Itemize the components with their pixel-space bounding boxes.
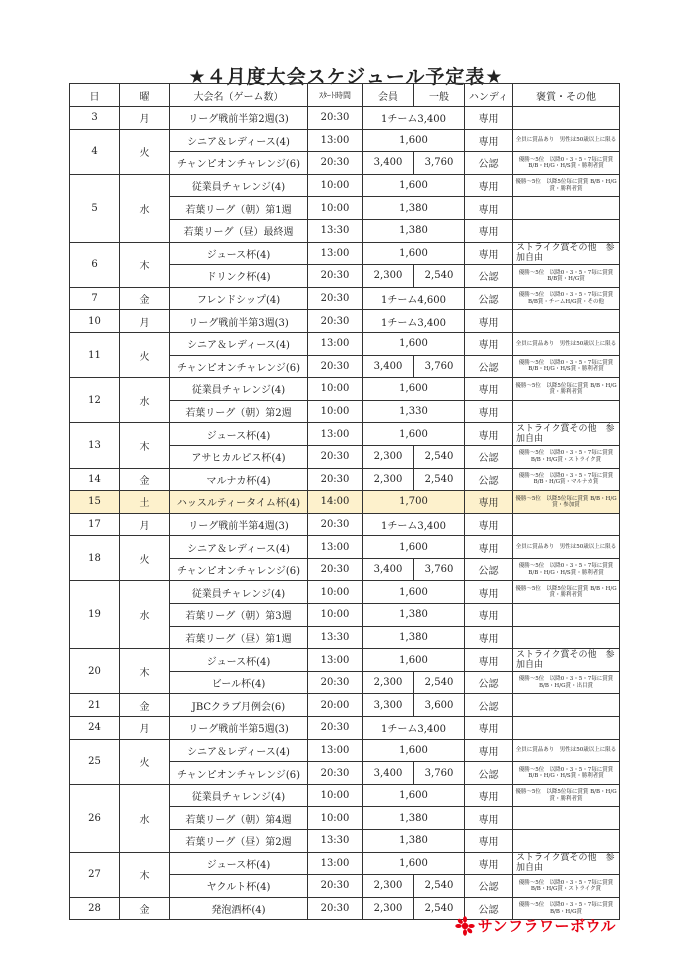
handicap-cell: 専用: [465, 717, 513, 740]
general-fee-cell: 3,760: [414, 558, 465, 581]
handicap-cell: 専用: [465, 197, 513, 220]
header-weekday: 曜: [120, 84, 170, 107]
table-row: [70, 513, 620, 536]
handicap-cell: 専用: [465, 852, 513, 875]
start-time-cell: 20:30: [308, 355, 363, 378]
handicap-cell: 専用: [465, 219, 513, 242]
fee-cell: 1チーム3,400: [363, 310, 465, 333]
start-time-cell: 20:30: [308, 445, 363, 468]
event-name-cell: マルナカ杯(4): [170, 468, 308, 491]
general-fee-cell: 2,540: [414, 468, 465, 491]
day-cell: 3: [70, 107, 120, 130]
day-cell: 13: [70, 423, 120, 468]
prize-cell: 優勝～5位 以降0・3・5・7毎に賞賞 B/B・H/G賞・ストライク賞: [513, 445, 620, 468]
fee-cell: 1,380: [363, 219, 465, 242]
prize-cell: 優勝～5位 以降0・3・5・7毎に賞賞 B/B・H/G・H/S賞・勝利者賞: [513, 558, 620, 581]
start-time-cell: 13:00: [308, 332, 363, 355]
weekday-cell: 水: [120, 784, 170, 852]
start-time-cell: 20:30: [308, 762, 363, 785]
general-fee-cell: 2,540: [414, 671, 465, 694]
table-row: [70, 107, 620, 130]
handicap-cell: 公認: [465, 445, 513, 468]
prize-cell: [513, 310, 620, 333]
day-cell: 25: [70, 739, 120, 784]
handicap-cell: 専用: [465, 310, 513, 333]
day-cell: 24: [70, 717, 120, 740]
weekday-cell: 金: [120, 468, 170, 491]
start-time-cell: 10:00: [308, 174, 363, 197]
table-row: [70, 174, 620, 197]
event-name-cell: リーグ戦前半第5週(3): [170, 717, 308, 740]
weekday-cell: 木: [120, 649, 170, 694]
logo-text: サンフラワーボウル: [477, 917, 616, 935]
prize-cell: ストライク賞その他 参加自由: [513, 242, 620, 265]
handicap-cell: 専用: [465, 807, 513, 830]
prize-cell: 優勝～5位 以降0・3・5・7毎に賞賞 B/B・H/G賞: [513, 897, 620, 920]
event-name-cell: リーグ戦前半第4週(3): [170, 513, 308, 536]
fee-cell: 1,600: [363, 536, 465, 559]
prize-cell: 優勝～5位 以降0・3・5・7毎に賞賞 B/B・H/G・H/S賞・勝利者賞: [513, 762, 620, 785]
table-row: [70, 242, 620, 265]
event-name-cell: チャンピオンチャレンジ(6): [170, 355, 308, 378]
prize-cell: ストライク賞その他 参加自由: [513, 649, 620, 672]
general-fee-cell: 2,540: [414, 897, 465, 920]
header-name: 大会名（ゲーム数）: [170, 84, 308, 107]
member-fee-cell: 3,400: [363, 152, 414, 175]
schedule-body: [70, 107, 620, 920]
start-time-cell: 13:00: [308, 852, 363, 875]
prize-cell: [513, 513, 620, 536]
header-day: 日: [70, 84, 120, 107]
prize-cell: [513, 400, 620, 423]
fee-cell: 1,600: [363, 242, 465, 265]
prize-cell: 優勝～5位 以降0・3・5・7毎に賞賞 B/B・H/G・H/S賞・勝利者賞: [513, 355, 620, 378]
prize-cell: 優勝～5位 以降0・3・5・7毎に賞賞 B/B賞・H/G賞: [513, 265, 620, 288]
handicap-cell: 公認: [465, 558, 513, 581]
handicap-cell: 公認: [465, 265, 513, 288]
handicap-cell: 専用: [465, 536, 513, 559]
general-fee-cell: 2,540: [414, 875, 465, 898]
prize-cell: 優勝～5位 以降5位毎に賞賞 B/B・H/G賞・勝利者賞: [513, 784, 620, 807]
table-row: [70, 581, 620, 604]
prize-cell: 優勝～5位 以降5位毎に賞賞 B/B・H/G賞・勝利者賞: [513, 581, 620, 604]
member-fee-cell: 2,300: [363, 671, 414, 694]
fee-cell: 1,380: [363, 626, 465, 649]
fee-cell: 1,380: [363, 197, 465, 220]
weekday-cell: 金: [120, 694, 170, 717]
weekday-cell: 火: [120, 739, 170, 784]
table-row: [70, 784, 620, 807]
day-cell: 15: [70, 491, 120, 514]
weekday-cell: 水: [120, 581, 170, 649]
sunflower-icon: [455, 916, 475, 936]
handicap-cell: 専用: [465, 423, 513, 446]
member-fee-cell: 2,300: [363, 897, 414, 920]
event-name-cell: 若葉リーグ（朝）第4週: [170, 807, 308, 830]
fee-cell: 1,600: [363, 174, 465, 197]
header-handicap: ハンディ: [465, 84, 513, 107]
header-general: 一般: [414, 84, 465, 107]
member-fee-cell: 3,400: [363, 558, 414, 581]
event-name-cell: 若葉リーグ（昼）第2週: [170, 830, 308, 853]
day-cell: 27: [70, 852, 120, 897]
day-cell: 12: [70, 378, 120, 423]
fee-cell: 1,700: [363, 491, 465, 514]
event-name-cell: チャンピオンチャレンジ(6): [170, 762, 308, 785]
handicap-cell: 公認: [465, 762, 513, 785]
table-row: [70, 423, 620, 446]
fee-cell: 1,600: [363, 784, 465, 807]
handicap-cell: 公認: [465, 671, 513, 694]
table-row: [70, 694, 620, 717]
event-name-cell: 若葉リーグ（朝）第1週: [170, 197, 308, 220]
table-row: [70, 739, 620, 762]
weekday-cell: 水: [120, 378, 170, 423]
start-time-cell: 14:00: [308, 491, 363, 514]
start-time-cell: 20:30: [308, 152, 363, 175]
table-row: [70, 287, 620, 310]
event-name-cell: 若葉リーグ（朝）第2週: [170, 400, 308, 423]
prize-cell: 優勝～5位 以降0・3・5・7毎に賞賞 B/B・H/G賞・出目賞: [513, 671, 620, 694]
event-name-cell: 若葉リーグ（朝）第3週: [170, 604, 308, 627]
event-name-cell: 従業員チャレンジ(4): [170, 378, 308, 401]
table-row: [70, 852, 620, 875]
handicap-cell: 公認: [465, 355, 513, 378]
day-cell: 18: [70, 536, 120, 581]
weekday-cell: 水: [120, 174, 170, 242]
event-name-cell: ドリンク杯(4): [170, 265, 308, 288]
member-fee-cell: 2,300: [363, 265, 414, 288]
handicap-cell: 公認: [465, 468, 513, 491]
table-row: [70, 378, 620, 401]
prize-cell: [513, 219, 620, 242]
fee-cell: 1チーム3,400: [363, 107, 465, 130]
table-row: [70, 129, 620, 152]
weekday-cell: 金: [120, 287, 170, 310]
event-name-cell: リーグ戦前半第2週(3): [170, 107, 308, 130]
prize-cell: [513, 694, 620, 717]
prize-cell: [513, 830, 620, 853]
start-time-cell: 20:30: [308, 671, 363, 694]
event-name-cell: シニア＆レディース(4): [170, 129, 308, 152]
handicap-cell: 専用: [465, 491, 513, 514]
event-name-cell: チャンピオンチャレンジ(6): [170, 558, 308, 581]
fee-cell: 1,600: [363, 649, 465, 672]
fee-cell: 1,380: [363, 604, 465, 627]
day-cell: 6: [70, 242, 120, 287]
start-time-cell: 20:30: [308, 558, 363, 581]
start-time-cell: 10:00: [308, 784, 363, 807]
event-name-cell: フレンドシップ(4): [170, 287, 308, 310]
start-time-cell: 13:00: [308, 739, 363, 762]
event-name-cell: シニア＆レディース(4): [170, 536, 308, 559]
handicap-cell: 専用: [465, 107, 513, 130]
header-prize: 褒賞・その他: [513, 84, 620, 107]
start-time-cell: 13:30: [308, 219, 363, 242]
handicap-cell: 公認: [465, 287, 513, 310]
table-row: [70, 491, 620, 514]
general-fee-cell: 2,540: [414, 445, 465, 468]
prize-cell: 全員に賞品あり 男性は50歳以上に限る: [513, 536, 620, 559]
fee-cell: 1,380: [363, 807, 465, 830]
weekday-cell: 木: [120, 423, 170, 468]
start-time-cell: 10:00: [308, 197, 363, 220]
handicap-cell: 公認: [465, 694, 513, 717]
prize-cell: 優勝～5位 以降0・3・5・7毎に賞賞 B/B・H/G賞・ストライク賞: [513, 875, 620, 898]
start-time-cell: 13:00: [308, 423, 363, 446]
member-fee-cell: 3,400: [363, 355, 414, 378]
general-fee-cell: 3,760: [414, 355, 465, 378]
day-cell: 28: [70, 897, 120, 920]
handicap-cell: 専用: [465, 581, 513, 604]
start-time-cell: 20:30: [308, 513, 363, 536]
start-time-cell: 13:00: [308, 536, 363, 559]
weekday-cell: 土: [120, 491, 170, 514]
prize-cell: 優勝～5位 以降0・3・5・7毎に賞賞 B/B・H/G・H/S賞・勝利者賞: [513, 152, 620, 175]
weekday-cell: 火: [120, 536, 170, 581]
day-cell: 11: [70, 332, 120, 377]
prize-cell: [513, 717, 620, 740]
day-cell: 17: [70, 513, 120, 536]
member-fee-cell: 2,300: [363, 445, 414, 468]
table-row: [70, 717, 620, 740]
general-fee-cell: 2,540: [414, 265, 465, 288]
start-time-cell: 10:00: [308, 807, 363, 830]
event-name-cell: チャンピオンチャレンジ(6): [170, 152, 308, 175]
prize-cell: [513, 107, 620, 130]
handicap-cell: 専用: [465, 784, 513, 807]
member-fee-cell: 3,400: [363, 762, 414, 785]
start-time-cell: 13:00: [308, 649, 363, 672]
header-start: ｽﾀｰﾄ時間: [308, 84, 363, 107]
weekday-cell: 金: [120, 897, 170, 920]
handicap-cell: 公認: [465, 152, 513, 175]
general-fee-cell: 3,760: [414, 152, 465, 175]
member-fee-cell: 2,300: [363, 468, 414, 491]
fee-cell: 1チーム4,600: [363, 287, 465, 310]
handicap-cell: 専用: [465, 604, 513, 627]
start-time-cell: 10:00: [308, 400, 363, 423]
weekday-cell: 月: [120, 310, 170, 333]
start-time-cell: 13:30: [308, 626, 363, 649]
prize-cell: [513, 604, 620, 627]
handicap-cell: 専用: [465, 378, 513, 401]
start-time-cell: 10:00: [308, 604, 363, 627]
handicap-cell: 公認: [465, 897, 513, 920]
table-row: [70, 332, 620, 355]
event-name-cell: 従業員チャレンジ(4): [170, 581, 308, 604]
start-time-cell: 20:30: [308, 265, 363, 288]
start-time-cell: 20:30: [308, 897, 363, 920]
fee-cell: 1,330: [363, 400, 465, 423]
start-time-cell: 10:00: [308, 581, 363, 604]
weekday-cell: 月: [120, 107, 170, 130]
member-fee-cell: 2,300: [363, 875, 414, 898]
page-title: ★４月度大会スケジュール予定表★: [188, 66, 504, 88]
fee-cell: 1チーム3,400: [363, 513, 465, 536]
prize-cell: [513, 197, 620, 220]
start-time-cell: 20:30: [308, 310, 363, 333]
fee-cell: 1,600: [363, 129, 465, 152]
event-name-cell: アサヒカルピス杯(4): [170, 445, 308, 468]
start-time-cell: 13:00: [308, 242, 363, 265]
event-name-cell: 発泡酒杯(4): [170, 897, 308, 920]
event-name-cell: ジュース杯(4): [170, 242, 308, 265]
table-row: [70, 649, 620, 672]
event-name-cell: 従業員チャレンジ(4): [170, 784, 308, 807]
start-time-cell: 20:30: [308, 717, 363, 740]
handicap-cell: 専用: [465, 332, 513, 355]
weekday-cell: 月: [120, 513, 170, 536]
start-time-cell: 20:30: [308, 287, 363, 310]
general-fee-cell: 3,600: [414, 694, 465, 717]
day-cell: 20: [70, 649, 120, 694]
handicap-cell: 専用: [465, 400, 513, 423]
start-time-cell: 13:30: [308, 830, 363, 853]
prize-cell: 優勝～5位 以降5位毎に賞賞 B/B・H/G賞・勝利者賞: [513, 378, 620, 401]
weekday-cell: 火: [120, 332, 170, 377]
event-name-cell: シニア＆レディース(4): [170, 739, 308, 762]
header-member: 会員: [363, 84, 414, 107]
prize-cell: 優勝～5位 以降5位毎に賞賞 B/B・H/G賞・勝利者賞: [513, 174, 620, 197]
prize-cell: 全員に賞品あり 男性は50歳以上に限る: [513, 332, 620, 355]
table-row: [70, 536, 620, 559]
fee-cell: 1,600: [363, 852, 465, 875]
day-cell: 10: [70, 310, 120, 333]
fee-cell: 1,600: [363, 581, 465, 604]
prize-cell: [513, 626, 620, 649]
handicap-cell: 専用: [465, 649, 513, 672]
fee-cell: 1チーム3,400: [363, 717, 465, 740]
day-cell: 4: [70, 129, 120, 174]
fee-cell: 1,380: [363, 830, 465, 853]
day-cell: 5: [70, 174, 120, 242]
fee-cell: 1,600: [363, 423, 465, 446]
schedule-table: [69, 83, 620, 920]
handicap-cell: 専用: [465, 513, 513, 536]
start-time-cell: 10:00: [308, 378, 363, 401]
weekday-cell: 月: [120, 717, 170, 740]
start-time-cell: 20:30: [308, 875, 363, 898]
header-row: [70, 84, 620, 107]
event-name-cell: 従業員チャレンジ(4): [170, 174, 308, 197]
weekday-cell: 火: [120, 129, 170, 174]
event-name-cell: JBCクラブ月例会(6): [170, 694, 308, 717]
handicap-cell: 専用: [465, 830, 513, 853]
prize-cell: ストライク賞その他 参加自由: [513, 423, 620, 446]
day-cell: 14: [70, 468, 120, 491]
member-fee-cell: 3,300: [363, 694, 414, 717]
handicap-cell: 専用: [465, 129, 513, 152]
start-time-cell: 20:00: [308, 694, 363, 717]
handicap-cell: 専用: [465, 739, 513, 762]
event-name-cell: 若葉リーグ（昼）最終週: [170, 219, 308, 242]
handicap-cell: 公認: [465, 875, 513, 898]
start-time-cell: 13:00: [308, 129, 363, 152]
start-time-cell: 20:30: [308, 468, 363, 491]
table-row: [70, 468, 620, 491]
prize-cell: 優勝～5位 以降0・3・5・7毎に賞賞 B/B・H/G賞・マルナカ賞: [513, 468, 620, 491]
fee-cell: 1,600: [363, 378, 465, 401]
logo: [455, 915, 616, 936]
prize-cell: ストライク賞その他 参加自由: [513, 852, 620, 875]
fee-cell: 1,600: [363, 739, 465, 762]
prize-cell: 全員に賞品あり 男性は50歳以上に限る: [513, 739, 620, 762]
day-cell: 7: [70, 287, 120, 310]
general-fee-cell: 3,760: [414, 762, 465, 785]
handicap-cell: 専用: [465, 626, 513, 649]
handicap-cell: 専用: [465, 242, 513, 265]
start-time-cell: 20:30: [308, 107, 363, 130]
event-name-cell: 若葉リーグ（昼）第1週: [170, 626, 308, 649]
weekday-cell: 木: [120, 242, 170, 287]
day-cell: 19: [70, 581, 120, 649]
event-name-cell: ジュース杯(4): [170, 649, 308, 672]
event-name-cell: ジュース杯(4): [170, 423, 308, 446]
fee-cell: 1,600: [363, 332, 465, 355]
event-name-cell: ジュース杯(4): [170, 852, 308, 875]
day-cell: 26: [70, 784, 120, 852]
prize-cell: [513, 807, 620, 830]
event-name-cell: ヤクルト杯(4): [170, 875, 308, 898]
table-row: [70, 310, 620, 333]
event-name-cell: ビール杯(4): [170, 671, 308, 694]
event-name-cell: リーグ戦前半第3週(3): [170, 310, 308, 333]
handicap-cell: 専用: [465, 174, 513, 197]
prize-cell: 優勝～5位 以降5位毎に賞賞 B/B・H/G賞・参加賞: [513, 491, 620, 514]
event-name-cell: ハッスルティータイム杯(4): [170, 491, 308, 514]
event-name-cell: シニア＆レディース(4): [170, 332, 308, 355]
prize-cell: 全員に賞品あり 男性は50歳以上に限る: [513, 129, 620, 152]
day-cell: 21: [70, 694, 120, 717]
prize-cell: 優勝～5位 以降0・3・5・7毎に賞賞 B/B賞・チームH/G賞・その他: [513, 287, 620, 310]
weekday-cell: 木: [120, 852, 170, 897]
